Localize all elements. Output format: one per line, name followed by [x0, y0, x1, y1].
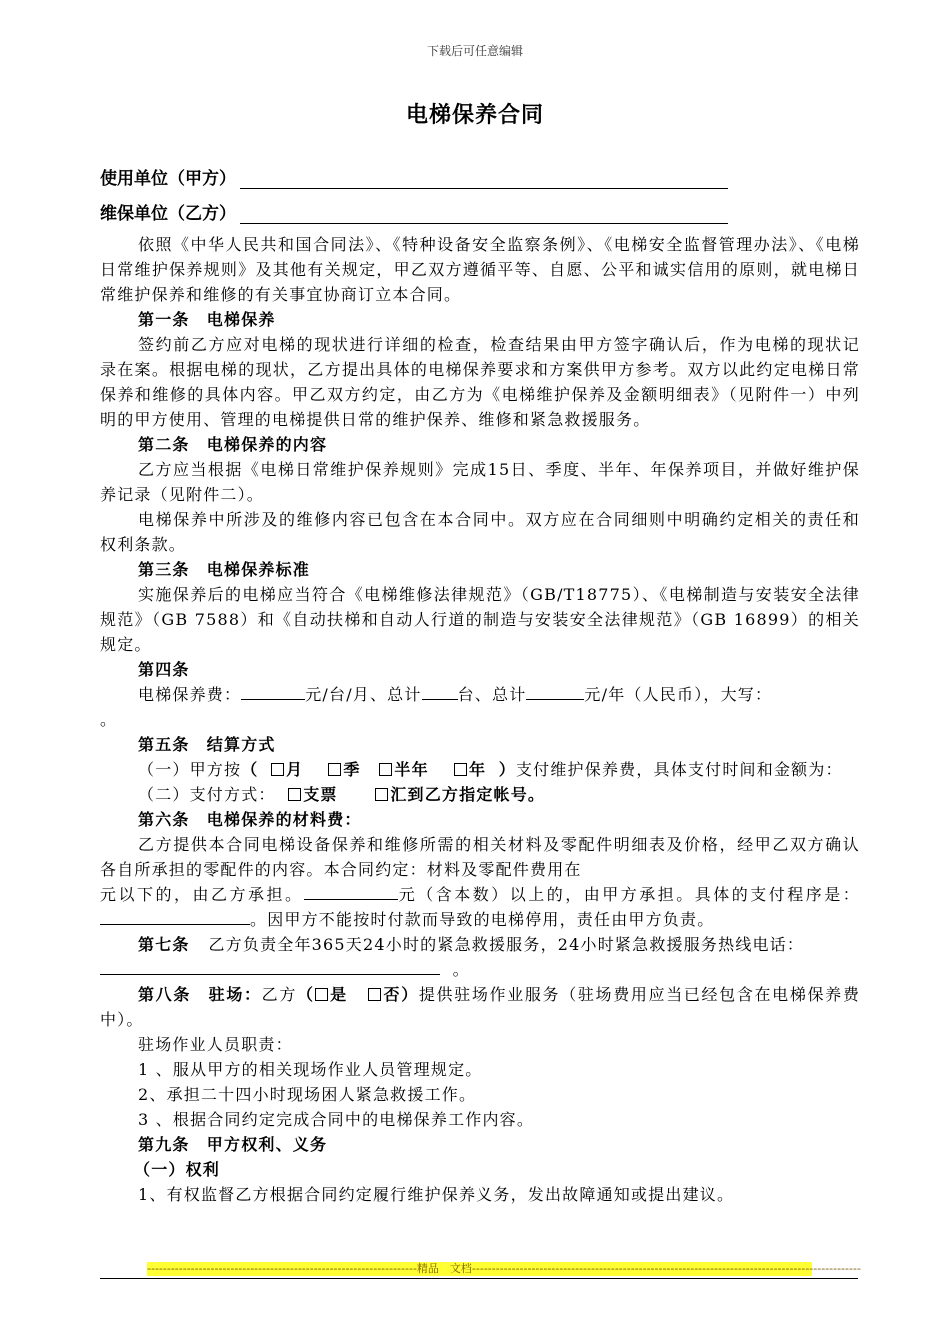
- article-8-close-paren: ）: [401, 985, 419, 1004]
- close-paren: ）: [498, 760, 516, 779]
- article-8-party-b: 乙方: [261, 985, 297, 1004]
- checkbox-quarter[interactable]: [328, 763, 341, 776]
- article-9-item-1: 1、有权监督乙方根据合同约定履行维护保养义务，发出故障通知或提出建议。: [138, 1185, 735, 1204]
- article-8-heading: 第八条 驻场：: [138, 985, 262, 1004]
- article-4-heading: 第四条: [138, 660, 190, 679]
- article-7-text: 乙方负责全年365天24小时的紧急救援服务，24小时紧急救援服务热线电话：: [208, 935, 805, 954]
- article-6-p2b: 元（含本数）以上的，由甲方承担。具体的支付程序是：: [397, 885, 860, 904]
- article-5-paragraph-2: [100, 782, 860, 807]
- article-5-paragraph-1: [100, 757, 860, 782]
- footer-text: 精品 文档: [416, 1262, 472, 1275]
- unit-count-blank[interactable]: [422, 683, 458, 700]
- article-6-heading: 第六条 电梯保养的材料费：: [138, 810, 362, 829]
- article-6-p2a: 元以下的，由乙方承担。: [100, 885, 304, 904]
- checkbox-month[interactable]: [271, 763, 284, 776]
- footer-rule: [100, 1278, 858, 1279]
- duty-item-1: 1 、服从甲方的相关现场作业人员管理规定。: [138, 1060, 483, 1079]
- article-5-heading: 第五条 结算方式: [138, 735, 276, 754]
- article-2-paragraph-1: 乙方应当根据《电梯日常维护保养规则》完成15日、季度、半年、年保养项目，并做好维护保养记录（见附件二）。: [100, 460, 860, 504]
- party-b-label: 维保单位（乙方）: [100, 204, 236, 224]
- article-4-end: 。: [100, 710, 118, 729]
- page-header-note: 下载后可任意编辑: [426, 44, 523, 58]
- checkbox-transfer[interactable]: [375, 788, 388, 801]
- option-quarter-label: 季: [343, 760, 361, 779]
- party-a-field: [100, 164, 728, 189]
- article-5-p1-end: 支付维护保养费，具体支付时间和金额为：: [515, 760, 843, 779]
- threshold-amount-blank[interactable]: [304, 883, 398, 900]
- article-6-p2c: 。因甲方不能按时付款而导致的电梯停用，责任由甲方负责。: [250, 910, 715, 929]
- footer-dash-right: --------------------------------------------------------------------------------------------------: [471, 1262, 861, 1275]
- checkbox-half-year[interactable]: [379, 763, 392, 776]
- article-3-heading: 第三条 电梯保养标准: [138, 560, 311, 579]
- checkbox-year[interactable]: [454, 763, 467, 776]
- party-a-label: 使用单位（甲方）: [100, 169, 236, 189]
- article-8-text: 提供驻场作业服务（驻场费用应当已经包含在电梯保养费中）。: [100, 985, 861, 1029]
- article-9-subheading: （一）权利: [134, 1160, 221, 1179]
- article-2-heading: 第二条 电梯保养的内容: [138, 435, 328, 454]
- article-4-text: [100, 682, 860, 707]
- contract-body: [100, 232, 860, 1207]
- article-2-paragraph-2: 电梯保养中所涉及的维修内容已包含在本合同中。双方应在合同细则中明确约定相关的责任和权利条款。: [100, 510, 860, 554]
- article-4-unit-2: 台、总计: [457, 685, 527, 704]
- article-7-hotline-line: [100, 957, 860, 982]
- pay-cheque-label: 支票: [303, 785, 338, 804]
- footer-dash-left: --------------------------------------------------------------------: [147, 1262, 417, 1275]
- article-5-p1-start: （一）甲方按: [138, 760, 242, 779]
- article-6-paragraph-1: 乙方提供本合同电梯设备保养和维修所需的相关材料及零配件明细表及价格，经甲乙双方确认各自所承担的零配件的内容。本合同约定：材料及零配件费用在: [100, 835, 860, 879]
- option-half-year-label: 半年: [394, 760, 429, 779]
- checkbox-cheque[interactable]: [288, 788, 301, 801]
- article-8-paragraph: [100, 982, 860, 1032]
- checkbox-no[interactable]: [368, 988, 381, 1001]
- article-5-p2-start: （二）支付方式：: [138, 785, 276, 804]
- pay-transfer-label: 汇到乙方指定帐号。: [390, 785, 546, 804]
- option-year-label: 年: [468, 760, 487, 779]
- checkbox-yes[interactable]: [315, 988, 328, 1001]
- intro-paragraph: 依照《中华人民共和国合同法》、《特种设备安全监察条例》、《电梯安全监督管理办法》、《电梯日常维护保养规则》及其他有关规定，甲乙双方遵循平等、自愿、公平和诚实信用的原则，就电梯日常维护保养和维修的有关事宜协商订立本合同。: [100, 235, 860, 304]
- article-3-text: 实施保养后的电梯应当符合《电梯维修法律规范》（GB/T18775）、《电梯制造与安装安全法律规范》（GB 7588）和《自动扶梯和自动人行道的制造与安装安全法律规范》（GB 16899）的相关规定。: [100, 585, 860, 654]
- option-yes-label: 是: [329, 985, 348, 1004]
- article-1-text: 签约前乙方应对电梯的现状进行详细的检查，检查结果由甲方签字确认后，作为电梯的现状记录在案。根据电梯的现状，乙方提出具体的电梯保养要求和方案供甲方参考。双方以此约定电梯日常保养和维修的具体内容。甲乙双方约定，由乙方为《电梯维护保养及金额明细表》（见附件一）中列明的甲方使用、管理的电梯提供日常的维护保养、维修和紧急救援服务。: [100, 335, 860, 429]
- payment-procedure-blank[interactable]: [100, 908, 250, 925]
- duty-item-2: 2、承担二十四小时现场困人紧急救援工作。: [138, 1085, 477, 1104]
- article-4-unit-1: 元/台/月、总计: [305, 685, 422, 704]
- contract-title: 电梯保养合同: [405, 103, 544, 128]
- party-b-blank[interactable]: [240, 205, 728, 224]
- duty-item-3: 3 、根据合同约定完成合同中的电梯保养工作内容。: [138, 1110, 535, 1129]
- article-7-paragraph: [100, 932, 860, 957]
- article-6-paragraph-2: [100, 882, 860, 932]
- duty-title: 驻场作业人员职责：: [138, 1035, 293, 1054]
- party-a-blank[interactable]: [240, 170, 728, 189]
- open-paren: （: [241, 760, 259, 779]
- party-b-field: [100, 199, 728, 224]
- annual-total-blank[interactable]: [526, 683, 584, 700]
- article-4-unit-3: 元/年（人民币），大写：: [584, 685, 773, 704]
- option-month-label: 月: [285, 760, 304, 779]
- article-9-heading: 第九条 甲方权利、义务: [138, 1135, 328, 1154]
- article-7-end: 。: [452, 960, 470, 979]
- option-no-label: 否: [383, 985, 402, 1004]
- fee-per-month-blank[interactable]: [241, 683, 305, 700]
- article-4-fee-label: 电梯保养费：: [138, 685, 242, 704]
- hotline-blank[interactable]: [100, 958, 440, 975]
- article-1-heading: 第一条 电梯保养: [138, 310, 276, 329]
- footer-banner: [147, 1262, 861, 1276]
- article-7-heading: 第七条: [138, 935, 190, 954]
- article-8-open-paren: （: [297, 985, 315, 1004]
